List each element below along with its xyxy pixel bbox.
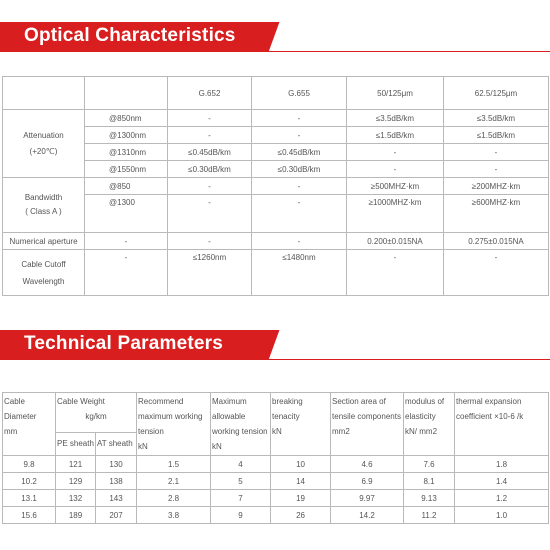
header-62-5-125: 62.5/125μm (444, 77, 549, 110)
table-row: 9.8 121 130 1.5 4 10 4.6 7.6 1.8 (3, 456, 549, 473)
optical-header-row (3, 77, 549, 110)
header-g655: G.655 (252, 77, 347, 110)
bandwidth-row: @1300 - - ≥1000MHZ·km ≥600MHZ·km (3, 195, 549, 233)
header-cable-diameter: Cable Diameter mm (3, 393, 56, 456)
optical-banner (0, 22, 268, 52)
header-g652: G.652 (168, 77, 252, 110)
header-cable-weight: Cable Weight kg/km (56, 393, 137, 433)
table-row: 10.2 129 138 2.1 5 14 6.9 8.1 1.4 (3, 473, 549, 490)
cutoff-label: Cable Cutoff Wavelength (3, 250, 85, 296)
technical-header-row (3, 393, 549, 433)
attenuation-row: @1550nm ≤0.30dB/km ≤0.30dB/km - - (3, 161, 549, 178)
header-breaking-tenacity: breaking tenacity kN (271, 393, 331, 456)
header-50-125: 50/125μm (347, 77, 444, 110)
technical-banner-rule (0, 359, 550, 360)
bandwidth-label: Bandwidth ( Class A ) (3, 178, 85, 233)
header-pe-sheath: PE sheath (56, 432, 96, 455)
header-thermal-expansion: thermal expansion coefficient ×10-6 /k (455, 393, 549, 456)
optical-table (2, 76, 549, 296)
table-row: 13.1 132 143 2.8 7 19 9.97 9.13 1.2 (3, 490, 549, 507)
optical-title: Optical Characteristics (24, 25, 236, 46)
attenuation-row: @1300nm - - ≤1.5dB/km ≤1.5dB/km (3, 127, 549, 144)
technical-banner (0, 330, 268, 360)
optical-banner-rule (0, 51, 550, 52)
header-recommend-tension: Recommend maximum working tension kN (137, 393, 211, 456)
header-at-sheath: AT sheath (96, 432, 137, 455)
table-row: 15.6 189 207 3.8 9 26 14.2 11.2 1.0 (3, 507, 549, 524)
header-modulus: modulus of elasticity kN/ mm2 (404, 393, 455, 456)
attenuation-row: @1310nm ≤0.45dB/km ≤0.45dB/km - - (3, 144, 549, 161)
technical-title: Technical Parameters (24, 333, 224, 354)
attenuation-label: Attenuation (+20℃) (3, 110, 85, 178)
cable-cutoff-row: Cable Cutoff Wavelength - ≤1260nm ≤1480nm - - (3, 250, 549, 296)
technical-table (2, 392, 549, 524)
numerical-aperture-row: Numerical aperture - - - 0.200±0.015NA 0.275±0.015NA (3, 233, 549, 250)
bandwidth-row: Bandwidth ( Class A ) @850 - - ≥500MHZ·km ≥200MHZ·km (3, 178, 549, 195)
header-section-area: Section area of tensile components mm2 (331, 393, 404, 456)
header-allowable-tension: Maximum allowable working tension kN (211, 393, 271, 456)
attenuation-row: Attenuation (+20℃) @850nm - - ≤3.5dB/km ≤3.5dB/km (3, 110, 549, 127)
